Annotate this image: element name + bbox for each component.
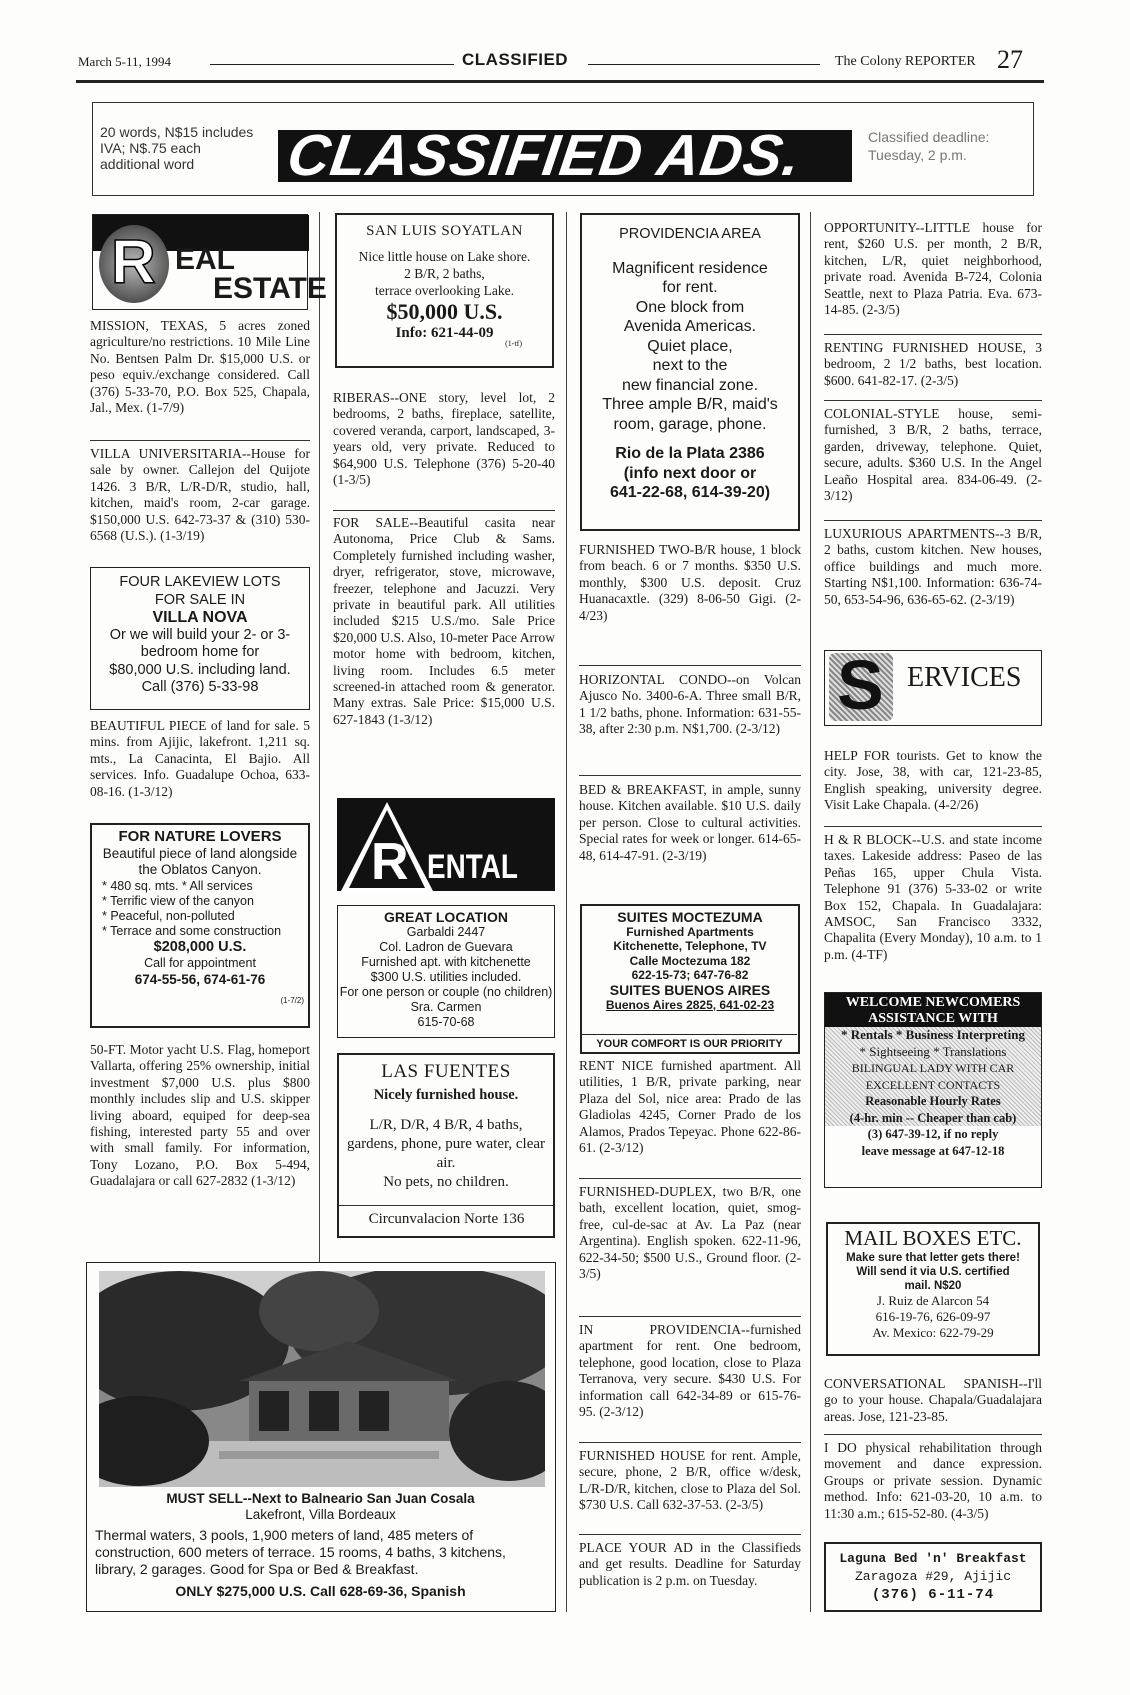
welcome-body bbox=[825, 1027, 1041, 1126]
services-heading bbox=[824, 646, 1042, 726]
fuentes-line: L/R, D/R, 4 B/R, 4 baths, gardens, phone, pure water, clear air. bbox=[346, 1117, 546, 1171]
villa-bordeaux-ad bbox=[86, 1262, 556, 1612]
mail-line: Make sure that letter gets there! Will send it via U.S. certified mail. N$20 bbox=[846, 1252, 1020, 1292]
suites-line: Furnished Apartments bbox=[626, 924, 754, 939]
welcome-phone: (3) 647-39-12, if no reply bbox=[867, 1127, 999, 1141]
classified-ad: PLACE YOUR AD in the Classifieds and get results. Deadline for Saturday publication is 2 p.m. on Tuesday. bbox=[579, 1540, 801, 1588]
welcome-line: EXCELLENT CONTACTS bbox=[865, 1077, 1001, 1092]
villa-price: ONLY $275,000 U.S. Call 628-69-36, Spanish bbox=[175, 1583, 466, 1599]
great-line: Furnished apt. with kitchenette bbox=[361, 955, 531, 969]
classified-ad: RENTING FURNISHED HOUSE, 3 bedroom, 2 1/2 baths, best location. $600. 641-82-17. (2-3/5) bbox=[824, 340, 1042, 388]
rental-heading bbox=[337, 798, 555, 891]
great-line: For one person or couple (no children) Sra. Carmen bbox=[339, 985, 553, 1014]
lakeview-price: $80,000 U.S. including land. bbox=[109, 661, 291, 678]
classified-ad: COLONIAL-STYLE house, semi-furnished, 3 B/R, 2 baths, terrace, garden, driveway, telephone. Quiet, secure, adults. $360 U.S. In the Angel Leaño Hospital area. 834-06-49. (2-3/12) bbox=[824, 406, 1042, 504]
nature-bullet: * Terrace and some construction bbox=[102, 923, 282, 938]
services-ads bbox=[824, 748, 1042, 820]
services-rest: ERVICES bbox=[907, 662, 1022, 693]
san-luis-code: (1-tf) bbox=[505, 339, 522, 348]
classified-ad: FURNISHED HOUSE for rent. Ample, secure, phone, 2 B/R, office w/desk, L/R-D/R, kitchen, close to Plaza del Sol. $730 U.S. Call 632-37-53. (2-3/5) bbox=[579, 1448, 801, 1513]
ad-divider bbox=[579, 775, 801, 776]
mail-boxes-box bbox=[826, 1222, 1040, 1356]
villa-caption-1: MUST SELL--Next to Balneario San Juan Cosala bbox=[166, 1491, 475, 1506]
classified-ad: BED & BREAKFAST, in ample, sunny house. Kitchen available. $10 U.S. daily per person. Close to cultural activities. Special rates for week or longer. 614-65-48, 614-47-91. (2-3/19) bbox=[579, 782, 801, 863]
fuentes-sub: Nicely furnished house. bbox=[373, 1087, 519, 1103]
welcome-newcomers-box bbox=[824, 992, 1042, 1188]
real-estate-ads-top bbox=[90, 318, 310, 422]
ad-divider bbox=[579, 665, 801, 666]
suites-line: Kitchenette, Telephone, TV bbox=[613, 939, 767, 954]
rental-ads-2 bbox=[333, 515, 555, 734]
las-fuentes-box bbox=[337, 1053, 555, 1238]
providencia-line: for rent. bbox=[662, 279, 718, 296]
ad-divider bbox=[333, 510, 555, 511]
providencia-phones: 641-22-68, 614-39-20) bbox=[609, 484, 771, 501]
mail-phones: 616-19-76, 626-09-97 bbox=[875, 1309, 991, 1324]
rental-ads-col3-4 bbox=[579, 1058, 801, 1162]
classified-ad: I DO physical rehabilitation through movement and dance expression. Groups or private session. Dynamic method. Info: 621-03-20, 10 a.m. to 11:30 a.m.; 615-52-80. (4-3/5) bbox=[824, 1440, 1042, 1521]
rental-rest: ENTAL bbox=[427, 848, 518, 886]
laguna-bnb-box bbox=[824, 1542, 1042, 1612]
rental-ads-col4 bbox=[824, 220, 1042, 324]
rental-ads-col3-2 bbox=[579, 672, 801, 744]
providencia-line: One block from bbox=[635, 298, 745, 316]
great-location-box bbox=[337, 905, 555, 1038]
banner-deadline: Classified deadline: Tuesday, 2 p.m. bbox=[868, 129, 990, 163]
nature-bullet: * 480 sq. mts. * All services bbox=[102, 878, 253, 893]
paper-name: The Colony REPORTER bbox=[835, 54, 976, 69]
laguna-title: Laguna Bed 'n' Breakfast bbox=[839, 1551, 1027, 1566]
classified-ad: FOR SALE--Beautiful casita near Autonoma, Price Club & Sams. Completely furnished including washer, dryer, refrigerator, stove, microwave, freezer, telephone and Jacuzzi. Very private in beautiful park. All utilities included $215 U.S./mo. Sale Price $20,000 U.S. Also, 10-meter Pace Arrow motor home with bedroom, kitchen, living room. Includes 6.5 meter screened-in attached room & generator. Many extras. Sale Price: $15,000 U.S. 627-1843 (1-3/12) bbox=[333, 515, 555, 727]
ad-divider bbox=[579, 1316, 801, 1317]
classified-ad: FURNISHED-DUPLEX, two B/R, one bath, excellent location, quiet, smog-free, cul-de-sac at Av. La Paz (near Argentina). English spoken. 622-11-96, 622-34-50; $500 U.S., Ground floor. (2-3/5) bbox=[579, 1184, 801, 1282]
suites-title-2: SUITES BUENOS AIRES bbox=[609, 981, 771, 998]
welcome-title: WELCOME NEWCOMERS bbox=[825, 993, 1041, 1011]
suites-line: 622-15-73; 647-76-82 bbox=[631, 968, 749, 983]
services-letter: S bbox=[837, 646, 884, 724]
rental-letter: R bbox=[371, 833, 409, 891]
fuentes-line: No pets, no children. bbox=[383, 1174, 509, 1190]
lakeview-line: Or we will build your 2- or 3-bedroom home for bbox=[109, 626, 291, 660]
header-rule bbox=[76, 80, 1044, 83]
san-luis-info: Info: 621-44-09 bbox=[395, 325, 494, 341]
lakeview-phone: Call (376) 5-33-98 bbox=[141, 679, 259, 695]
ad-divider bbox=[824, 826, 1042, 827]
nature-title: FOR NATURE LOVERS bbox=[118, 828, 282, 845]
column-divider bbox=[566, 212, 567, 1612]
rental-ads-col3-3 bbox=[579, 782, 801, 870]
issue-date: March 5-11, 1994 bbox=[78, 54, 172, 69]
providencia-line: Magnificent residence bbox=[612, 259, 768, 277]
ad-divider bbox=[579, 1178, 801, 1179]
mail-title: MAIL BOXES ETC. bbox=[844, 1226, 1022, 1250]
providencia-line: Quiet place, bbox=[647, 337, 733, 355]
welcome-line: BILINGUAL LADY WITH CAR bbox=[851, 1061, 1015, 1075]
laguna-phone: (376) 6-11-74 bbox=[871, 1587, 995, 1603]
column-divider bbox=[810, 212, 811, 1612]
classified-ad: BEAUTIFUL PIECE of land for sale. 5 mins. from Ajijic, lakefront. 1,211 sq. mts., La Canacinta, El Bajio. All services. Info. Guadalupe Ochoa, 633-08-16. (1-3/12) bbox=[90, 718, 310, 799]
providencia-line: Three ample B/R, maid's room, garage, phone. bbox=[602, 396, 778, 433]
laguna-address: Zaragoza #29, Ajijic bbox=[854, 1569, 1012, 1584]
banner-rates: 20 words, N$15 includes IVA; N$.75 each additional word bbox=[100, 124, 254, 172]
san-luis-box bbox=[335, 213, 554, 368]
rental-ads-col4-2 bbox=[824, 340, 1042, 395]
lakeview-line: FOR SALE IN bbox=[154, 591, 246, 608]
heading-letter: R bbox=[111, 228, 156, 297]
ad-divider bbox=[579, 1442, 801, 1443]
rental-ads-col3-7 bbox=[579, 1448, 801, 1520]
rental-ads-top bbox=[333, 390, 555, 494]
classified-ad: MISSION, TEXAS, 5 acres zoned agriculture/no restrictions. 10 Mile Line No. Bentsen Palm Dr. $15,000 U.S. or peso equiv./exchange considered. Call (376) 5-33-70, P.O. Box 525, Chapala, Jal., Mex. (1-7/9) bbox=[90, 318, 310, 416]
san-luis-line: terrace overlooking Lake. bbox=[374, 283, 515, 298]
welcome-line: Reasonable Hourly Rates bbox=[865, 1094, 1001, 1108]
providencia-address: Rio de la Plata 2386 bbox=[615, 445, 765, 462]
nature-code: (1-7/2) bbox=[280, 996, 304, 1005]
classified-ad: LUXURIOUS APARTMENTS--3 B/R, 2 baths, custom kitchen. New houses, office buildings and much more. Starting N$1,100. Information: 636-74-50, 653-54-96, 636-65-62. (2-3/19) bbox=[824, 526, 1042, 607]
ad-divider bbox=[579, 1534, 801, 1535]
welcome-line: (4-hr. min -- Cheaper than cab) bbox=[849, 1110, 1017, 1125]
suites-line: Buenos Aires 2825, 641-02-23 bbox=[605, 997, 775, 1012]
header-rule-right bbox=[588, 64, 820, 65]
lakeview-place: VILLA NOVA bbox=[152, 609, 248, 626]
welcome-subtitle: ASSISTANCE WITH bbox=[825, 1011, 1041, 1027]
fuentes-title: LAS FUENTES bbox=[381, 1061, 511, 1082]
ad-divider bbox=[824, 520, 1042, 521]
nature-call: Call for appointment bbox=[144, 956, 256, 970]
classified-ad: IN PROVIDENCIA--furnished apartment for rent. One bedroom, telephone, good location, close to Plaza Terranova, very secure. $430 U.S. For information call 642-34-89 or 615-76-95. (2-3/12) bbox=[579, 1322, 801, 1420]
villa-caption-2: Lakefront, Villa Bordeaux bbox=[245, 1507, 396, 1522]
mail-mexico: Av. Mexico: 622-79-29 bbox=[872, 1325, 994, 1340]
san-luis-line: 2 B/R, 2 baths, bbox=[404, 266, 485, 281]
classified-ad: FURNISHED TWO-B/R house, 1 block from beach. 6 or 7 months. $350 U.S. monthly, $300 U.S. deposit. Cruz Huanacaxtle. (329) 8-06-50 Gigi. (2-4/23) bbox=[579, 542, 801, 623]
fuentes-rule bbox=[339, 1205, 554, 1206]
classified-ad: OPPORTUNITY--LITTLE house for rent, $260 U.S. per month, 2 B/R, kitchen, L/R, quiet neighborhood, private road. Avenida B-724, Colonia Seattle, next to Plaza Patria. Eva. 673-14-85. (2-3/5) bbox=[824, 220, 1042, 318]
mail-address: J. Ruiz de Alarcon 54 bbox=[876, 1293, 990, 1308]
san-luis-line: Nice little house on Lake shore. bbox=[358, 249, 531, 264]
welcome-line: * Rentals * Business Interpreting bbox=[841, 1027, 1025, 1042]
fuentes-address: Circunvalacion Norte 136 bbox=[368, 1211, 525, 1227]
providencia-title: PROVIDENCIA AREA bbox=[619, 226, 761, 242]
providencia-line: next to the bbox=[652, 357, 728, 374]
welcome-message: leave message at 647-12-18 bbox=[861, 1143, 1005, 1158]
suites-line: Calle Moctezuma 182 bbox=[629, 953, 751, 968]
classified-ad: HORIZONTAL CONDO--on Volcan Ajusco No. 3400-6-A. Three small B/R, 1 1/2 baths, phone. Information: 631-55-38, after 2:30 p.m. N$1,700. (2-3/12) bbox=[579, 672, 801, 737]
header-rule-left bbox=[210, 64, 454, 65]
welcome-line: * Sightseeing * Translations bbox=[859, 1043, 1007, 1059]
villa-body: Thermal waters, 3 pools, 1,900 meters of land, 485 meters of construction, 600 meters of terrace. 15 rooms, 4 baths, 3 kitchens, library, 2 garages. Good for Spa or Bed & Breakfast. bbox=[95, 1527, 506, 1577]
rental-ads-col3-6 bbox=[579, 1322, 801, 1426]
services-ads-4 bbox=[824, 1440, 1042, 1528]
rental-ads-col3 bbox=[579, 542, 801, 630]
nature-phones: 674-55-56, 674-61-76 bbox=[134, 971, 266, 987]
page-number: 27 bbox=[997, 45, 1023, 74]
providencia-info: (info next door or bbox=[623, 464, 757, 482]
rental-ads-col4-4 bbox=[824, 526, 1042, 614]
classified-ad: RENT NICE furnished apartment. All utilities, 1 B/R, private parking, near Plaza del Sol, nice area: Prado de las Gladiolas 4245, Corner Prado de los Alamos, Prados Tepeyac. Phone 622-86-61. (2-3/12) bbox=[579, 1058, 801, 1156]
real-estate-ads-3 bbox=[90, 718, 310, 806]
san-luis-title: SAN LUIS SOYATLAN bbox=[366, 223, 523, 239]
providencia-line: new financial zone. bbox=[621, 376, 759, 394]
nature-bullet: * Terrific view of the canyon bbox=[102, 893, 254, 908]
great-phone: 615-70-68 bbox=[417, 1015, 475, 1029]
great-line: Col. Ladron de Guevara bbox=[379, 940, 513, 954]
suites-footer: YOUR COMFORT IS OUR PRIORITY bbox=[582, 1034, 797, 1052]
nature-line: Beautiful piece of land alongside the Oblatos Canyon. bbox=[102, 845, 298, 877]
nature-lovers-box bbox=[90, 823, 310, 1028]
ad-divider bbox=[824, 1434, 1042, 1435]
ad-divider bbox=[824, 334, 1042, 335]
banner-title: CLASSIFIED ADS. bbox=[283, 123, 805, 188]
providencia-line: Avenida Americas. bbox=[623, 318, 757, 335]
real-estate-ads-4 bbox=[90, 1042, 310, 1196]
ad-divider bbox=[824, 400, 1042, 401]
nature-price: $208,000 U.S. bbox=[153, 938, 247, 955]
classified-ad: VILLA UNIVERSITARIA--House for sale by owner. Callejon del Quijote 1426. 3 B/R, L/R-D/R, studio, hall, kitchen, maid's room, 2-car garage. $150,000 U.S. 642-73-37 & (310) 530-6568 (U.S.). (1-3/19) bbox=[90, 446, 310, 544]
providencia-box bbox=[580, 213, 800, 531]
place-your-ad bbox=[579, 1540, 801, 1595]
services-ads-3 bbox=[824, 1376, 1042, 1431]
lakeview-lots-box bbox=[90, 567, 310, 710]
column-divider bbox=[319, 212, 320, 1262]
rental-ads-col4-3 bbox=[824, 406, 1042, 510]
heading-text-top: EAL bbox=[175, 243, 235, 276]
services-ads-2 bbox=[824, 832, 1042, 969]
section-title: CLASSIFIED bbox=[462, 50, 569, 69]
san-luis-price: $50,000 U.S. bbox=[386, 299, 503, 324]
ad-divider bbox=[90, 440, 310, 441]
heading-text-bottom: ESTATE bbox=[213, 272, 327, 305]
great-line: Garbaldi 2447 bbox=[406, 925, 486, 939]
nature-bullet: * Peaceful, non-polluted bbox=[102, 908, 235, 923]
great-line: $300 U.S. utilities included. bbox=[370, 970, 522, 984]
real-estate-heading bbox=[92, 214, 327, 310]
suites-moctezuma-box bbox=[580, 904, 800, 1054]
classified-ad: HELP FOR tourists. Get to know the city. Jose, 38, with car, 121-23-85, English speaking, university degree. Visit Lake Chapala. (4-2/26) bbox=[824, 748, 1042, 813]
lakeview-title: FOUR LAKEVIEW LOTS bbox=[119, 574, 281, 590]
villa-photo bbox=[99, 1271, 545, 1487]
rental-ads-col3-5 bbox=[579, 1184, 801, 1288]
suites-title: SUITES MOCTEZUMA bbox=[617, 909, 763, 925]
classified-ad: H & R BLOCK--U.S. and state income taxes. Lakeside address: Paseo de las Peñas 165, upper Chula Vista. Telephone 91 (376) 5-33-02 or write Box 152, Chapala. In Guadalajara: AMSOC, San Francisco 3332, Chapalita (Every Monday), 10 a.m. to 1 p.m. (4-TF) bbox=[824, 832, 1042, 962]
real-estate-ads-2 bbox=[90, 446, 310, 550]
classified-ad: 50-FT. Motor yacht U.S. Flag, homeport Vallarta, offering 25% ownership, initial investment $7,000 U.S. plus $800 monthly includes slip and U.S. skipper living aboard, equiped for deep-sea fishing, interested party 55 and over with small family. For information, Tony Lozano, P.O. Box 5-494, Guadalajara or call 627-2832 (1-3/12) bbox=[90, 1042, 310, 1189]
great-title: GREAT LOCATION bbox=[384, 909, 508, 925]
classified-ad: CONVERSATIONAL SPANISH--I'll go to your house. Chapala/Guadalajara areas. Jose, 121-23-85. bbox=[824, 1376, 1042, 1424]
classified-ad: RIBERAS--ONE story, level lot, 2 bedrooms, 2 baths, fireplace, satellite, covered veranda, carport, landscaped, 3-years old, very private. Reduced to $64,900 U.S. Telephone (376) 5-20-40 (1-3/5) bbox=[333, 390, 555, 488]
